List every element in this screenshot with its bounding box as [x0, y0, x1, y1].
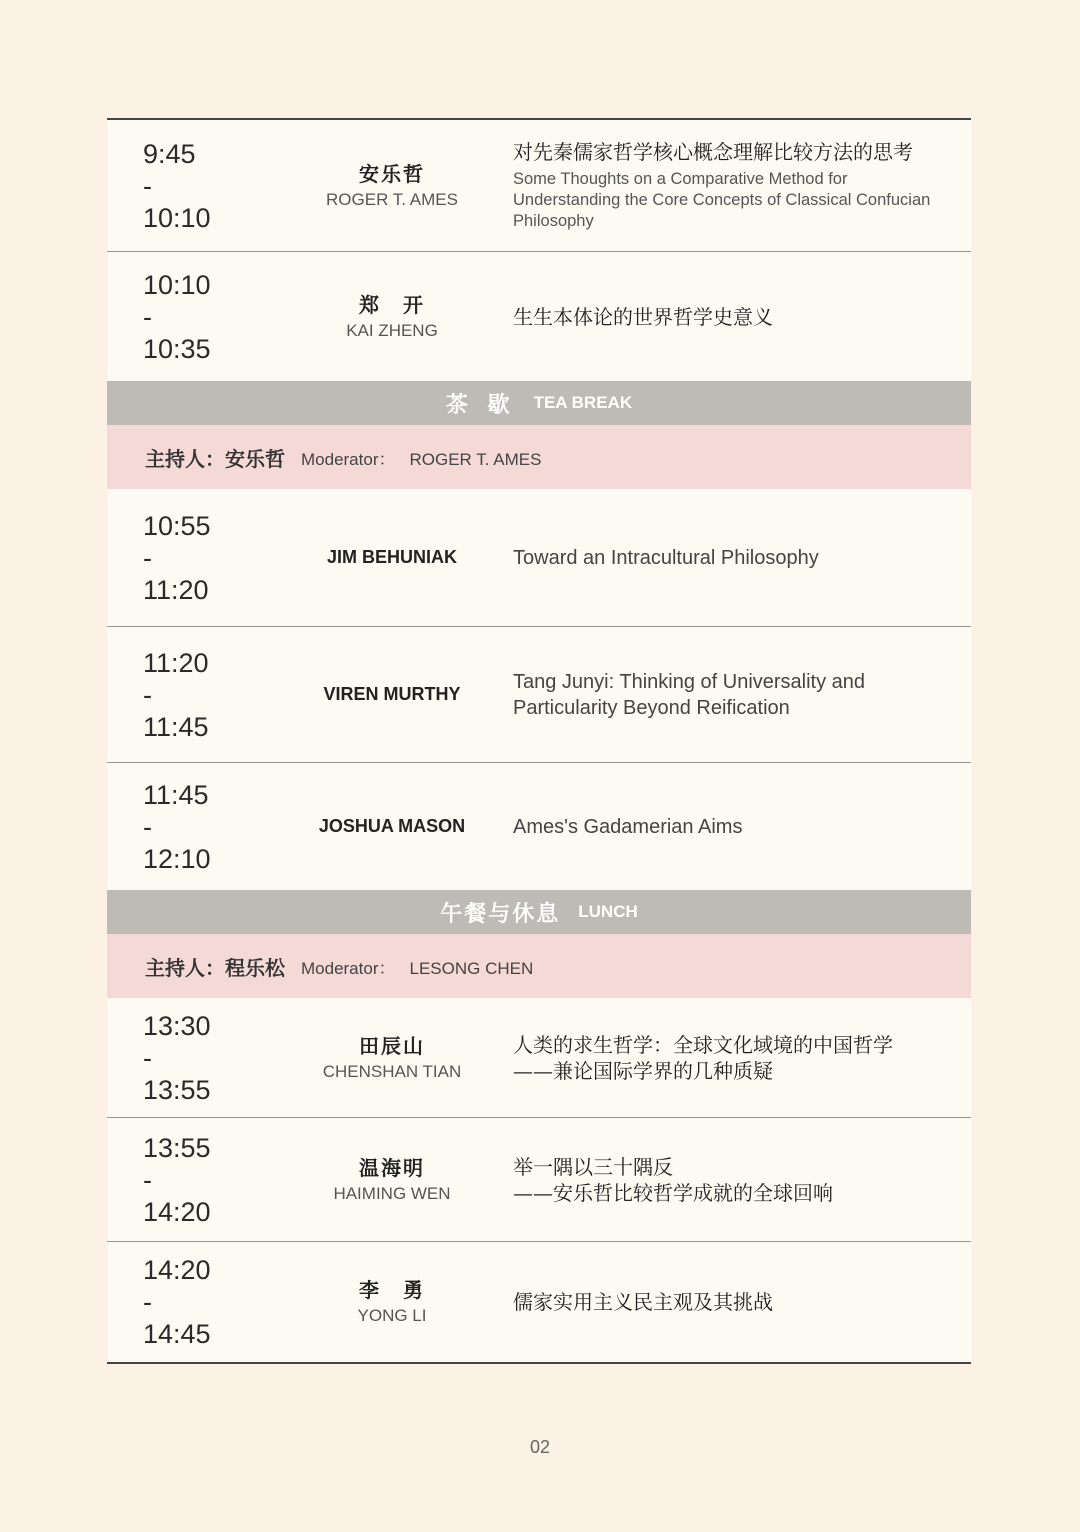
session-row: [107, 489, 971, 627]
lunch-break-banner: [107, 890, 971, 934]
talk-title-en: Ames's Gadamerian Aims: [513, 815, 743, 838]
talk-title: [507, 1289, 971, 1315]
time-start: 14:20: [143, 1255, 211, 1285]
time-end: 14:20: [143, 1196, 211, 1227]
time-start: 13:30: [143, 1010, 211, 1041]
speaker-name-en: VIREN MURTHY: [323, 684, 461, 704]
time-dash: -: [143, 542, 152, 573]
talk-title: [507, 814, 971, 840]
speaker: [277, 291, 507, 343]
time-start: 11:20: [143, 647, 209, 678]
break-label-en: LUNCH: [578, 902, 638, 921]
speaker-name-cn: 李 勇: [359, 1278, 425, 1302]
moderator-label: Moderator：: [301, 958, 396, 978]
session-time: [107, 1254, 277, 1350]
time-end: 10:35: [143, 333, 211, 364]
session-time: [107, 510, 277, 606]
speaker: [277, 684, 507, 705]
talk-title-cn: 对先秦儒家哲学核心概念理解比较方法的思考: [513, 140, 913, 164]
talk-title: [507, 139, 971, 232]
speaker: [277, 816, 507, 837]
speaker-name-en: CHENSHAN TIAN: [322, 1061, 462, 1081]
session-row: [107, 1242, 971, 1362]
talk-title-en: Tang Junyi: Thinking of Universality and Particularity Beyond Reification: [513, 670, 866, 719]
moderator-en: [301, 954, 533, 979]
time-start: 13:55: [143, 1132, 211, 1163]
talk-subtitle-cn: ——兼论国际学界的几种质疑: [513, 1058, 773, 1083]
session-row: [107, 1118, 971, 1242]
speaker-name-en: KAI ZHENG: [346, 320, 438, 340]
time-end: 14:45: [143, 1319, 211, 1349]
time-start: 9:45: [143, 138, 196, 169]
session-time: [107, 1132, 277, 1228]
time-dash: -: [143, 1164, 152, 1195]
speaker-name-en: HAIMING WEN: [333, 1183, 451, 1203]
talk-title: [507, 1154, 971, 1206]
session-time: [107, 1010, 277, 1106]
moderator-label: Moderator：: [301, 449, 396, 469]
page-number: 02: [529, 1437, 551, 1457]
time-start: 11:45: [143, 779, 209, 810]
moderator-bar: [107, 934, 971, 998]
session-row: [107, 627, 971, 763]
speaker-name-en: ROGER T. AMES: [326, 189, 458, 209]
speaker: [277, 160, 507, 212]
talk-title: [507, 304, 971, 330]
time-dash: -: [143, 1042, 152, 1073]
talk-title-cn: 举一隅以三十隅反: [513, 1154, 673, 1179]
session-time: [107, 647, 277, 743]
time-end: 13:55: [143, 1074, 211, 1105]
moderator-bar: [107, 425, 971, 489]
speaker: [277, 1276, 507, 1328]
break-label-cn: 茶 歇: [445, 392, 516, 418]
break-label-cn: 午餐与休息: [440, 901, 561, 927]
speaker: [277, 547, 507, 568]
session-row: [107, 763, 971, 890]
talk-subtitle-cn: ——安乐哲比较哲学成就的全球回响: [513, 1180, 833, 1205]
speaker: [277, 1032, 507, 1084]
time-start: 10:10: [143, 269, 211, 300]
time-dash: -: [143, 1287, 152, 1317]
talk-title-cn: 人类的求生哲学：全球文化域境的中国哲学: [513, 1032, 893, 1057]
speaker-name-en: JOSHUA MASON: [318, 816, 466, 836]
break-label-en: TEA BREAK: [533, 393, 633, 412]
time-start: 10:55: [143, 510, 211, 541]
time-dash: -: [143, 811, 152, 842]
speaker-name-en: JIM BEHUNIAK: [326, 547, 457, 567]
moderator-cn: 主持人：安乐哲: [145, 446, 285, 471]
moderator-name: ROGER T. AMES: [409, 449, 542, 469]
talk-title-en: Toward an Intracultural Philosophy: [513, 546, 819, 569]
talk-title: [507, 1032, 971, 1084]
time-end: 10:10: [143, 202, 211, 233]
tea-break-banner: [107, 381, 971, 425]
time-end: 11:45: [143, 711, 209, 742]
speaker: [277, 1154, 507, 1206]
talk-title-en: Some Thoughts on a Comparative Method for Understanding the Core Concepts of Classical Confucian Philosophy: [513, 170, 931, 230]
session-row: [107, 998, 971, 1118]
moderator-name: LESONG CHEN: [409, 958, 534, 978]
time-end: 12:10: [143, 843, 211, 874]
time-dash: -: [143, 170, 152, 201]
schedule-table: [107, 118, 971, 1364]
talk-title-cn: 生生本体论的世界哲学史意义: [513, 304, 773, 329]
speaker-name-cn: 郑 开: [359, 292, 425, 317]
session-row: [107, 252, 971, 381]
moderator-cn: 主持人：程乐松: [145, 955, 285, 980]
session-time: [107, 138, 277, 234]
session-time: [107, 269, 277, 365]
speaker-name-cn: 温海明: [359, 1155, 425, 1180]
session-time: [107, 779, 277, 875]
moderator-en: [301, 445, 541, 470]
speaker-name-cn: 田辰山: [359, 1033, 425, 1058]
speaker-name-en: YONG LI: [357, 1306, 427, 1325]
speaker-name-cn: 安乐哲: [359, 161, 425, 186]
talk-title: [507, 669, 971, 721]
time-dash: -: [143, 301, 152, 332]
time-dash: -: [143, 679, 152, 710]
session-row: [107, 120, 971, 252]
time-end: 11:20: [143, 574, 209, 605]
talk-title: [507, 545, 971, 571]
talk-title-cn: 儒家实用主义民主观及其挑战: [513, 1290, 773, 1314]
